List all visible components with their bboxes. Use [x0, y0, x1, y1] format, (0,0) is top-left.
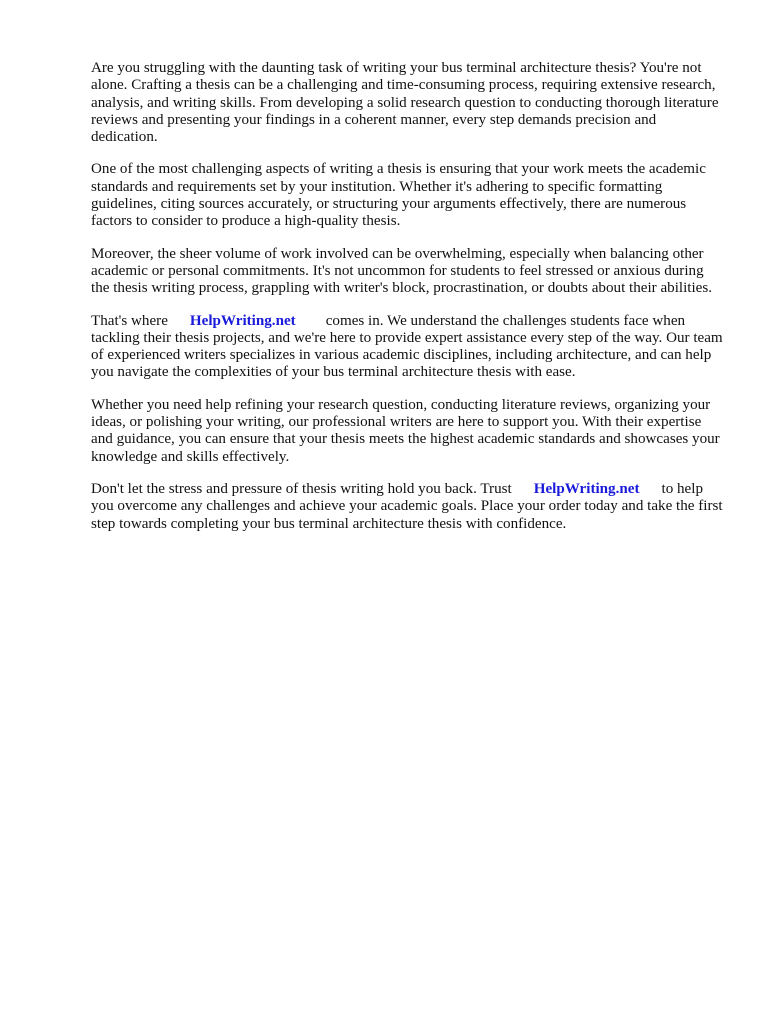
paragraph-intro: Are you struggling with the daunting task of writing your bus terminal architecture thesis? You're not alone. Crafting a thesis can be a challenging and time-consuming process, requiring extensive research, analysis, and writing skills. From developing a solid research question to conducting thorough literature reviews and presenting your findings in a coherent manner, every step demands precision and dedication.	[91, 60, 719, 146]
para4-text-before: That's where	[91, 312, 168, 329]
paragraph-support: Whether you need help refining your research question, conducting literature reviews, organizing your ideas, or polishing your writing, our professional writers are here to support you. With their expertise and guidance, you can ensure that your thesis meets the highest academic standards and showcases your knowledge and skills effectively.	[91, 396, 720, 465]
para6-text-after: to help you overcome any challenges and achieve your academic goals. Place your order today and take the first step towards completing your bus terminal architecture thesis with confidence.	[91, 480, 723, 532]
paragraph-workload: Moreover, the sheer volume of work involved can be overwhelming, especially when balancing other academic or personal commitments. It's not uncommon for students to feel stressed or anxious during the thesis writing process, grappling with writer's block, procrastination, or doubts about their abilities.	[91, 245, 713, 297]
para6-text-before: Don't let the stress and pressure of thesis writing hold you back. Trust	[91, 480, 512, 497]
paragraph-call-to-action	[91, 481, 723, 533]
paragraph-challenges: One of the most challenging aspects of writing a thesis is ensuring that your work meets the academic standards and requirements set by your institution. Whether it's adhering to specific formatting guidelines, citing sources accurately, or structuring your arguments effectively, there are numerous factors to consider to produce a high-quality thesis.	[91, 161, 706, 230]
helpwriting-link-2[interactable]: HelpWriting.net	[533, 480, 640, 497]
para4-text-after: comes in. We understand the challenges students face when tackling their thesis projects, and we're here to provide expert assistance every step of the way. Our team of experienced writers specializes in various academic disciplines, including architecture, and can help you navigate the complexities of your bus terminal architecture thesis with ease.	[91, 312, 723, 381]
paragraph-helpwriting-intro	[91, 313, 723, 382]
document-page	[91, 60, 723, 548]
helpwriting-link-1[interactable]: HelpWriting.net	[189, 312, 296, 329]
